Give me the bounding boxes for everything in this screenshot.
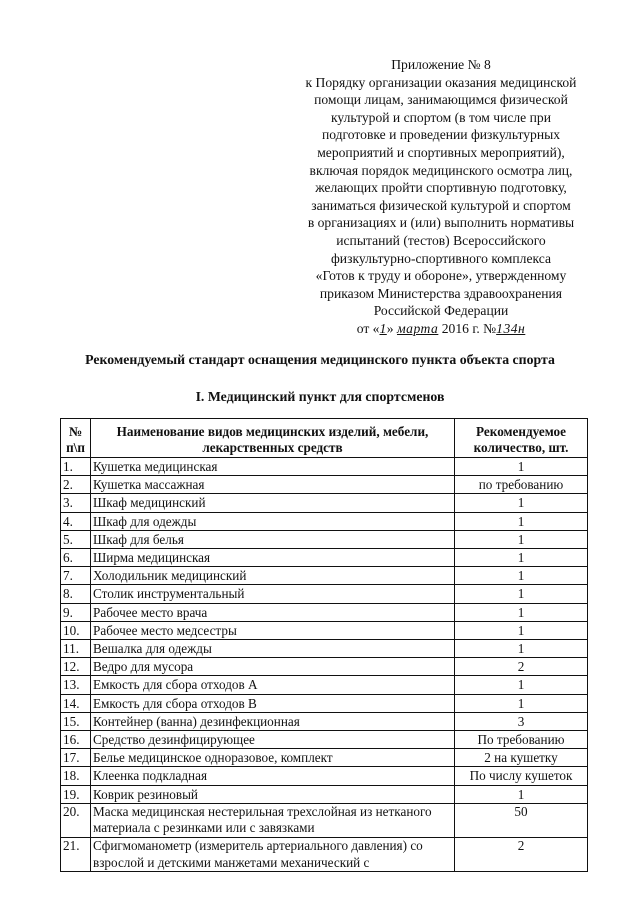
appendix-line: Приложение № 8 <box>391 57 491 72</box>
appendix-line: желающих пройти спортивную подготовку, <box>315 180 567 196</box>
row-name: Сфигмоманометр (измеритель артериального давления) со взрослой и детскими манжетами механический с <box>91 838 455 872</box>
row-number: 9. <box>61 603 91 621</box>
row-name: Столик инструментальный <box>91 585 455 603</box>
row-quantity: 1 <box>455 585 588 603</box>
equipment-table <box>60 418 588 872</box>
row-quantity: 1 <box>455 549 588 567</box>
row-name: Шкаф медицинский <box>91 494 455 512</box>
table-row <box>61 694 588 712</box>
row-number: 7. <box>61 567 91 585</box>
table-row <box>61 603 588 621</box>
row-name: Контейнер (ванна) дезинфекционная <box>91 712 455 730</box>
table-row <box>61 731 588 749</box>
row-quantity: 50 <box>455 803 588 837</box>
order-number-handwritten: 134н <box>496 320 526 336</box>
row-number: 17. <box>61 749 91 767</box>
row-name: Белье медицинское одноразовое, комплект <box>91 749 455 767</box>
appendix-line: заниматься физической культурой и спортом <box>311 197 571 213</box>
row-quantity: по требованию <box>455 476 588 494</box>
row-quantity: 3 <box>455 712 588 730</box>
date-day-handwritten: 1 <box>379 320 387 336</box>
appendix-line: в организациях и (или) выполнить нормативы <box>307 215 575 231</box>
table-row <box>61 838 588 872</box>
row-number: 21. <box>61 838 91 872</box>
table-row <box>61 749 588 767</box>
table-row <box>61 640 588 658</box>
row-name: Шкаф для белья <box>91 530 455 548</box>
row-name: Кушетка массажная <box>91 476 455 494</box>
row-name: Клеенка подкладная <box>91 767 455 785</box>
row-name: Холодильник медицинский <box>91 567 455 585</box>
row-number: 14. <box>61 694 91 712</box>
row-name: Средство дезинфицирующее <box>91 731 455 749</box>
row-number: 1. <box>61 458 91 476</box>
section-title: I. Медицинский пункт для спортсменов <box>195 389 445 404</box>
appendix-header <box>282 56 600 338</box>
row-quantity: 1 <box>455 676 588 694</box>
date-prefix: от « <box>356 320 380 336</box>
appendix-line: культурой и спортом (в том числе при <box>331 109 551 125</box>
row-quantity: 2 на кушетку <box>455 749 588 767</box>
appendix-line: испытаний (тестов) Всероссийского <box>336 232 546 248</box>
table-row <box>61 712 588 730</box>
date-month-handwritten: марта <box>396 320 439 336</box>
row-number: 11. <box>61 640 91 658</box>
row-name: Ведро для мусора <box>91 658 455 676</box>
appendix-line: включая порядок медицинского осмотра лиц, <box>309 162 573 178</box>
table-row <box>61 494 588 512</box>
appendix-line: к Порядку организации оказания медицинской <box>305 74 577 90</box>
appendix-line: Российской Федерации <box>373 303 509 319</box>
row-name: Рабочее место медсестры <box>91 621 455 639</box>
row-number: 20. <box>61 803 91 837</box>
appendix-line: подготовке и проведении физкультурных <box>321 127 561 143</box>
appendix-line: мероприятий и спортивных мероприятий), <box>317 144 565 160</box>
row-quantity: 1 <box>455 512 588 530</box>
order-date-line <box>282 320 600 338</box>
row-quantity: 1 <box>455 694 588 712</box>
row-number: 12. <box>61 658 91 676</box>
table-row <box>61 567 588 585</box>
row-number: 4. <box>61 512 91 530</box>
table-row <box>61 767 588 785</box>
table-row <box>61 585 588 603</box>
row-name: Емкость для сбора отходов В <box>91 694 455 712</box>
row-number: 8. <box>61 585 91 603</box>
table-body <box>61 458 588 872</box>
table-row <box>61 621 588 639</box>
row-name: Емкость для сбора отходов А <box>91 676 455 694</box>
header-name: Наименование видов медицинских изделий, мебели, лекарственных средств <box>91 419 455 458</box>
row-name: Рабочее место врача <box>91 603 455 621</box>
table-row <box>61 530 588 548</box>
table-row <box>61 676 588 694</box>
header-num: № п\п <box>61 419 91 458</box>
row-quantity: 2 <box>455 838 588 872</box>
table-row <box>61 658 588 676</box>
row-number: 3. <box>61 494 91 512</box>
table-header-row <box>61 419 588 458</box>
row-name: Коврик резиновый <box>91 785 455 803</box>
date-mid: » <box>386 320 394 336</box>
header-qty: Рекомендуемое количество, шт. <box>455 419 588 458</box>
row-quantity: 1 <box>455 494 588 512</box>
table-row <box>61 458 588 476</box>
row-name: Маска медицинская нестерильная трехслойная из нетканого материала с резинками или с завязками <box>91 803 455 837</box>
row-number: 18. <box>61 767 91 785</box>
table-row <box>61 803 588 837</box>
row-quantity: 2 <box>455 658 588 676</box>
row-name: Кушетка медицинская <box>91 458 455 476</box>
row-number: 6. <box>61 549 91 567</box>
row-quantity: 1 <box>455 640 588 658</box>
row-quantity: 1 <box>455 785 588 803</box>
row-quantity: 1 <box>455 567 588 585</box>
row-number: 2. <box>61 476 91 494</box>
row-quantity: По требованию <box>455 731 588 749</box>
document-title: Рекомендуемый стандарт оснащения медицинского пункта объекта спорта <box>85 352 555 367</box>
row-name: Вешалка для одежды <box>91 640 455 658</box>
row-quantity: 1 <box>455 603 588 621</box>
row-quantity: 1 <box>455 458 588 476</box>
row-number: 5. <box>61 530 91 548</box>
appendix-line: приказом Министерства здравоохранения <box>319 285 563 301</box>
table-row <box>61 476 588 494</box>
table-row <box>61 785 588 803</box>
table-row <box>61 512 588 530</box>
appendix-line: помощи лицам, занимающимся физической <box>314 92 568 108</box>
date-year: 2016 г. № <box>441 320 497 336</box>
row-number: 15. <box>61 712 91 730</box>
row-quantity: 1 <box>455 621 588 639</box>
table-row <box>61 549 588 567</box>
appendix-line: физкультурно-спортивного комплекса <box>331 250 551 266</box>
row-number: 19. <box>61 785 91 803</box>
row-name: Ширма медицинская <box>91 549 455 567</box>
row-quantity: 1 <box>455 530 588 548</box>
row-number: 16. <box>61 731 91 749</box>
row-number: 10. <box>61 621 91 639</box>
row-quantity: По числу кушеток <box>455 767 588 785</box>
appendix-line: «Готов к труду и обороне», утвержденному <box>315 268 567 284</box>
row-name: Шкаф для одежды <box>91 512 455 530</box>
row-number: 13. <box>61 676 91 694</box>
